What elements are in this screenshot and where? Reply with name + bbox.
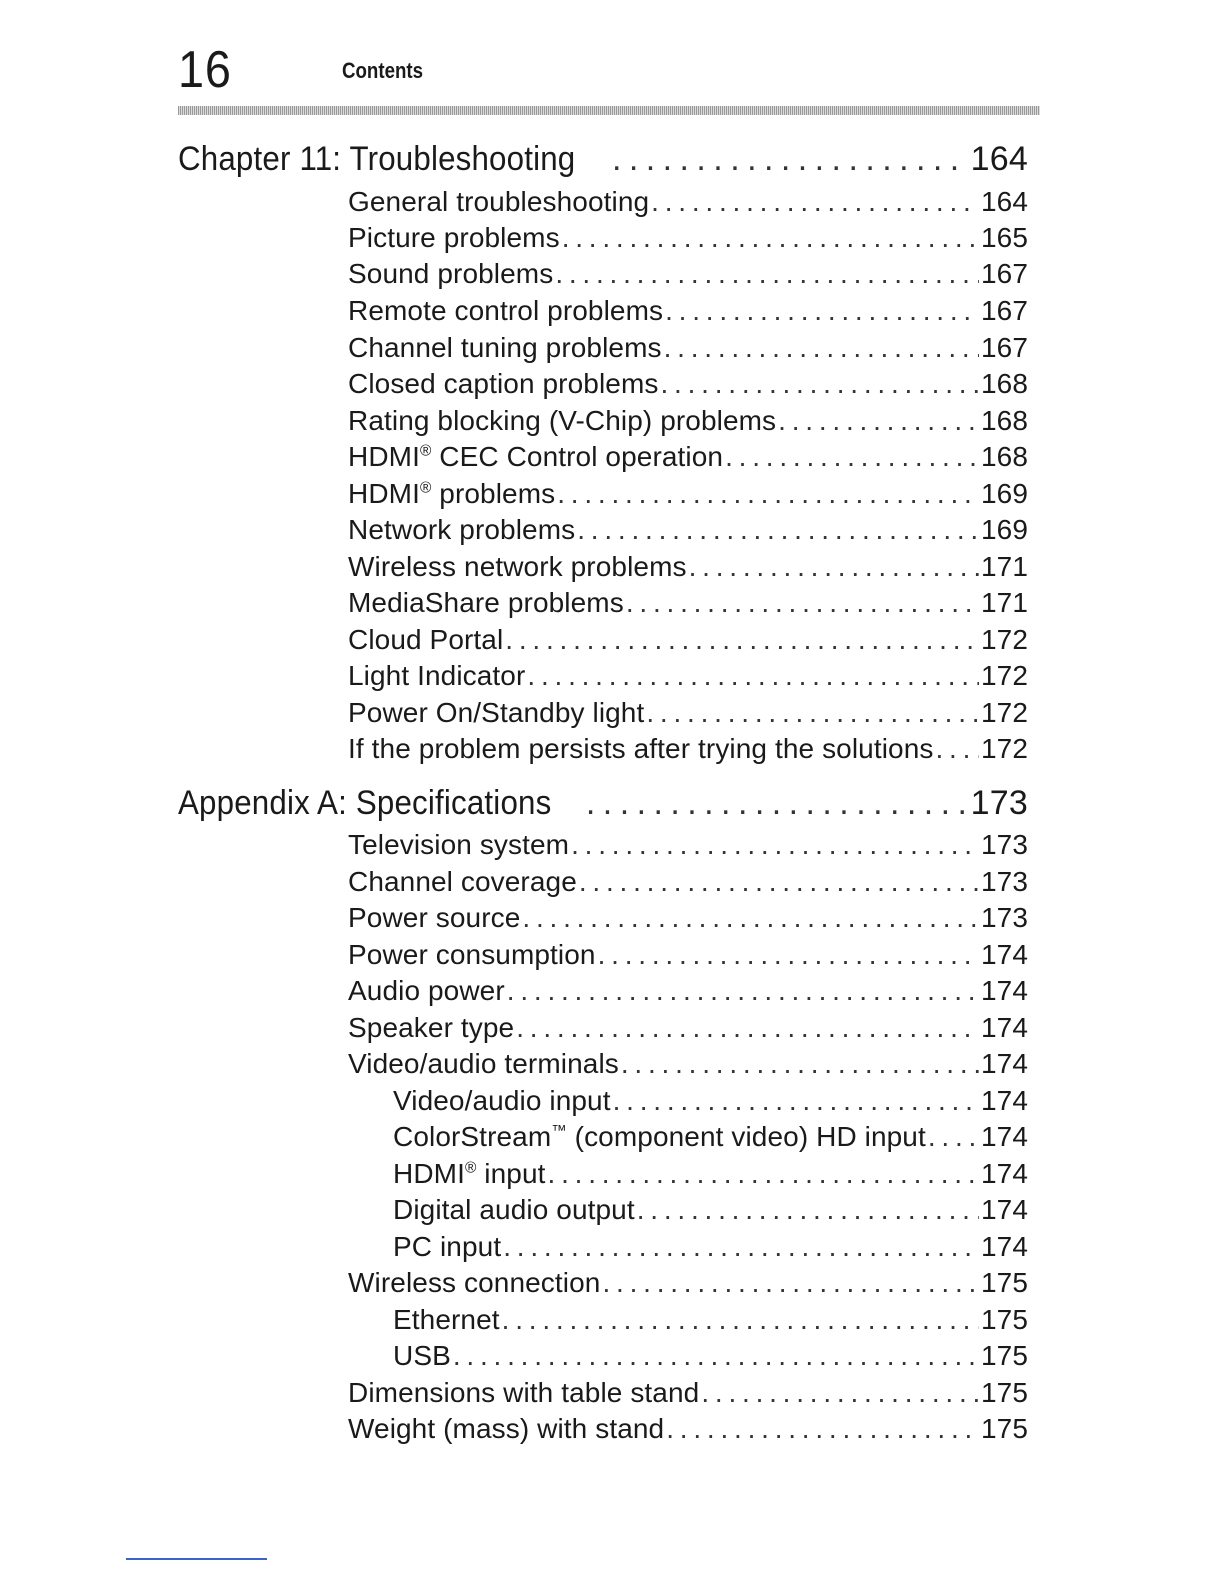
toc-entry-label: Power On/Standby light: [348, 697, 645, 728]
leader-dots: [936, 733, 979, 765]
leader-dots: [505, 624, 979, 656]
leader-dots: [928, 1121, 979, 1153]
toc-entry[interactable]: [348, 1377, 1028, 1409]
leader-dots: [701, 1377, 979, 1409]
leader-dots: [613, 1085, 979, 1117]
leader-dots: [507, 975, 979, 1007]
toc-entry-page: 167: [980, 332, 1028, 363]
toc-chapter-11[interactable]: [178, 140, 1028, 179]
toc-entry-label: Cloud Portal: [348, 624, 504, 655]
leader-dots: [548, 1158, 979, 1190]
page-number: 16: [178, 41, 232, 99]
toc-subentry[interactable]: [393, 1340, 1028, 1372]
toc-entry[interactable]: [348, 368, 1028, 400]
label-part: HDMI: [393, 1158, 465, 1189]
toc-entry[interactable]: [348, 222, 1028, 254]
toc-entry[interactable]: [348, 258, 1028, 290]
leader-dots: [579, 866, 979, 898]
label-part: (component video) HD input: [566, 1121, 926, 1152]
toc-entry-label: Channel coverage: [348, 866, 577, 897]
toc-subentry[interactable]: [393, 1304, 1028, 1336]
toc-entry[interactable]: [348, 697, 1028, 729]
toc-entry-page: 172: [980, 660, 1028, 691]
toc-entry-label: PC input: [393, 1231, 502, 1262]
toc-chapter-page: 164: [970, 140, 1028, 178]
toc-chapter-label: Chapter 11: Troubleshooting: [178, 140, 576, 178]
toc-entry[interactable]: [348, 441, 1028, 473]
label-part: ColorStream: [393, 1121, 552, 1152]
toc-entry-label: [393, 1121, 926, 1153]
toc-entry-page: 168: [980, 441, 1028, 472]
toc-entry-page: 169: [980, 478, 1028, 509]
toc-entry-page: 174: [980, 1121, 1028, 1152]
toc-entry-label: Wireless network problems: [348, 551, 687, 582]
leader-dots: [651, 186, 979, 218]
toc-entry[interactable]: [348, 733, 1028, 765]
toc-subentry[interactable]: [393, 1085, 1028, 1117]
toc-entry-label: Wireless connection: [348, 1267, 601, 1298]
toc-entry[interactable]: [348, 975, 1028, 1007]
leader-dots: [562, 222, 979, 254]
toc-entry-page: 173: [980, 902, 1028, 933]
toc-entry-page: 168: [980, 405, 1028, 436]
toc-entry-label: USB: [393, 1340, 451, 1371]
label-part: CEC Control operation: [431, 441, 724, 472]
toc-entry[interactable]: [348, 866, 1028, 898]
toc-entry-page: 172: [980, 624, 1028, 655]
toc-entry-label: Speaker type: [348, 1012, 515, 1043]
leader-dots: [503, 1231, 979, 1263]
toc-entry-page: 168: [980, 368, 1028, 399]
toc-entry-page: 175: [980, 1377, 1028, 1408]
toc-entry-label: [393, 1158, 546, 1190]
leader-dots: [666, 1413, 979, 1445]
toc-entry-page: 175: [980, 1413, 1028, 1444]
toc-entry[interactable]: [348, 332, 1028, 364]
leader-dots: [646, 697, 979, 729]
leader-dots: [502, 1304, 979, 1336]
toc-entry-page: 173: [980, 829, 1028, 860]
toc-chapter-page: 173: [970, 784, 1028, 822]
toc-entry-label: Digital audio output: [393, 1194, 635, 1225]
running-title: Contents: [342, 58, 424, 83]
toc-entry-page: 171: [980, 551, 1028, 582]
trademark-mark: ™: [551, 1122, 567, 1140]
toc-entry-label: [348, 441, 723, 473]
toc-entry-label: Closed caption problems: [348, 368, 659, 399]
leader-dots: [612, 140, 969, 179]
toc-entry[interactable]: [348, 1413, 1028, 1445]
toc-entry-label: Television system: [348, 829, 570, 860]
toc-entry-page: 174: [980, 1012, 1028, 1043]
leader-dots: [725, 441, 979, 473]
toc-entry[interactable]: [348, 902, 1028, 934]
toc-entry-page: 167: [980, 295, 1028, 326]
toc-chapter-label: Appendix A: Specifications: [178, 784, 552, 822]
toc-entry[interactable]: [348, 514, 1028, 546]
toc-entry-page: 171: [980, 587, 1028, 618]
leader-dots: [453, 1340, 979, 1372]
toc-entry[interactable]: [348, 1267, 1028, 1299]
toc-entry[interactable]: [348, 551, 1028, 583]
toc-entry-label: MediaShare problems: [348, 587, 624, 618]
toc-entry-page: 174: [980, 1231, 1028, 1262]
leader-dots: [522, 902, 979, 934]
header-rule: [178, 106, 1040, 115]
toc-entry-page: 172: [980, 697, 1028, 728]
toc-appendix-a[interactable]: [178, 784, 1028, 823]
toc-entry-page: 164: [980, 186, 1028, 217]
toc-entry-label: Sound problems: [348, 258, 554, 289]
toc-entry[interactable]: [348, 587, 1028, 619]
toc-entry[interactable]: [348, 829, 1028, 861]
leader-dots: [664, 332, 979, 364]
toc-entry-page: 167: [980, 258, 1028, 289]
leader-dots: [586, 784, 969, 823]
leader-dots: [557, 478, 979, 510]
toc-entry-page: 172: [980, 733, 1028, 764]
leader-dots: [527, 660, 979, 692]
leader-dots: [598, 939, 979, 971]
leader-dots: [577, 514, 979, 546]
toc-entry-label: [348, 478, 555, 510]
toc-entry-label: Light Indicator: [348, 660, 526, 691]
toc-entry[interactable]: [348, 939, 1028, 971]
toc-entry[interactable]: [348, 1012, 1028, 1044]
registered-mark: ®: [419, 479, 432, 497]
registered-mark: ®: [419, 442, 432, 460]
toc-entry[interactable]: [348, 660, 1028, 692]
toc-entry-label: Channel tuning problems: [348, 332, 662, 363]
toc-entry-page: 175: [980, 1304, 1028, 1335]
leader-dots: [778, 405, 979, 437]
leader-dots: [571, 829, 979, 861]
toc-entry-label: Weight (mass) with stand: [348, 1413, 665, 1444]
toc-subentry[interactable]: [393, 1121, 1028, 1153]
toc-entry-page: 175: [980, 1340, 1028, 1371]
toc-entry-label: If the problem persists after trying the solutions: [348, 733, 934, 764]
toc-entry-page: 173: [980, 866, 1028, 897]
toc-entry-page: 174: [980, 939, 1028, 970]
toc-entry-label: Network problems: [348, 514, 576, 545]
footer-rule: [126, 1558, 267, 1560]
toc-subentry[interactable]: [393, 1231, 1028, 1263]
toc-entry[interactable]: [348, 405, 1028, 437]
leader-dots: [660, 368, 979, 400]
toc-entry[interactable]: [348, 478, 1028, 510]
toc-entry[interactable]: [348, 186, 1028, 218]
toc-entry[interactable]: [348, 624, 1028, 656]
toc-entry-label: Power consumption: [348, 939, 596, 970]
toc-entry-label: Ethernet: [393, 1304, 500, 1335]
toc-entry-label: Video/audio terminals: [348, 1048, 619, 1079]
leader-dots: [555, 258, 979, 290]
toc-entry-label: Picture problems: [348, 222, 560, 253]
toc-subentry[interactable]: [393, 1158, 1028, 1190]
toc-entry-page: 174: [980, 1158, 1028, 1189]
label-part: HDMI: [348, 478, 420, 509]
leader-dots: [626, 587, 979, 619]
toc-entry-page: 174: [980, 1194, 1028, 1225]
toc-entry-label: Audio power: [348, 975, 505, 1006]
leader-dots: [689, 551, 979, 583]
toc-entry-page: 174: [980, 975, 1028, 1006]
toc-entry-page: 165: [980, 222, 1028, 253]
leader-dots: [516, 1012, 979, 1044]
label-part: input: [476, 1158, 546, 1189]
label-part: problems: [431, 478, 556, 509]
toc-entry-label: Rating blocking (V-Chip) problems: [348, 405, 777, 436]
label-part: HDMI: [348, 441, 420, 472]
leader-dots: [621, 1048, 979, 1080]
toc-entry[interactable]: [348, 1048, 1028, 1080]
toc-entry-page: 174: [980, 1085, 1028, 1116]
toc-entry-page: 174: [980, 1048, 1028, 1079]
toc-entry-page: 169: [980, 514, 1028, 545]
leader-dots: [602, 1267, 979, 1299]
toc-entry-label: Video/audio input: [393, 1085, 611, 1116]
toc-subentry[interactable]: [393, 1194, 1028, 1226]
registered-mark: ®: [464, 1159, 477, 1177]
leader-dots: [637, 1194, 979, 1226]
toc-entry-label: General troubleshooting: [348, 186, 650, 217]
toc-entry[interactable]: [348, 295, 1028, 327]
leader-dots: [665, 295, 979, 327]
toc-entry-page: 175: [980, 1267, 1028, 1298]
toc-entry-label: Power source: [348, 902, 521, 933]
toc-entry-label: Dimensions with table stand: [348, 1377, 700, 1408]
toc-entry-label: Remote control problems: [348, 295, 664, 326]
